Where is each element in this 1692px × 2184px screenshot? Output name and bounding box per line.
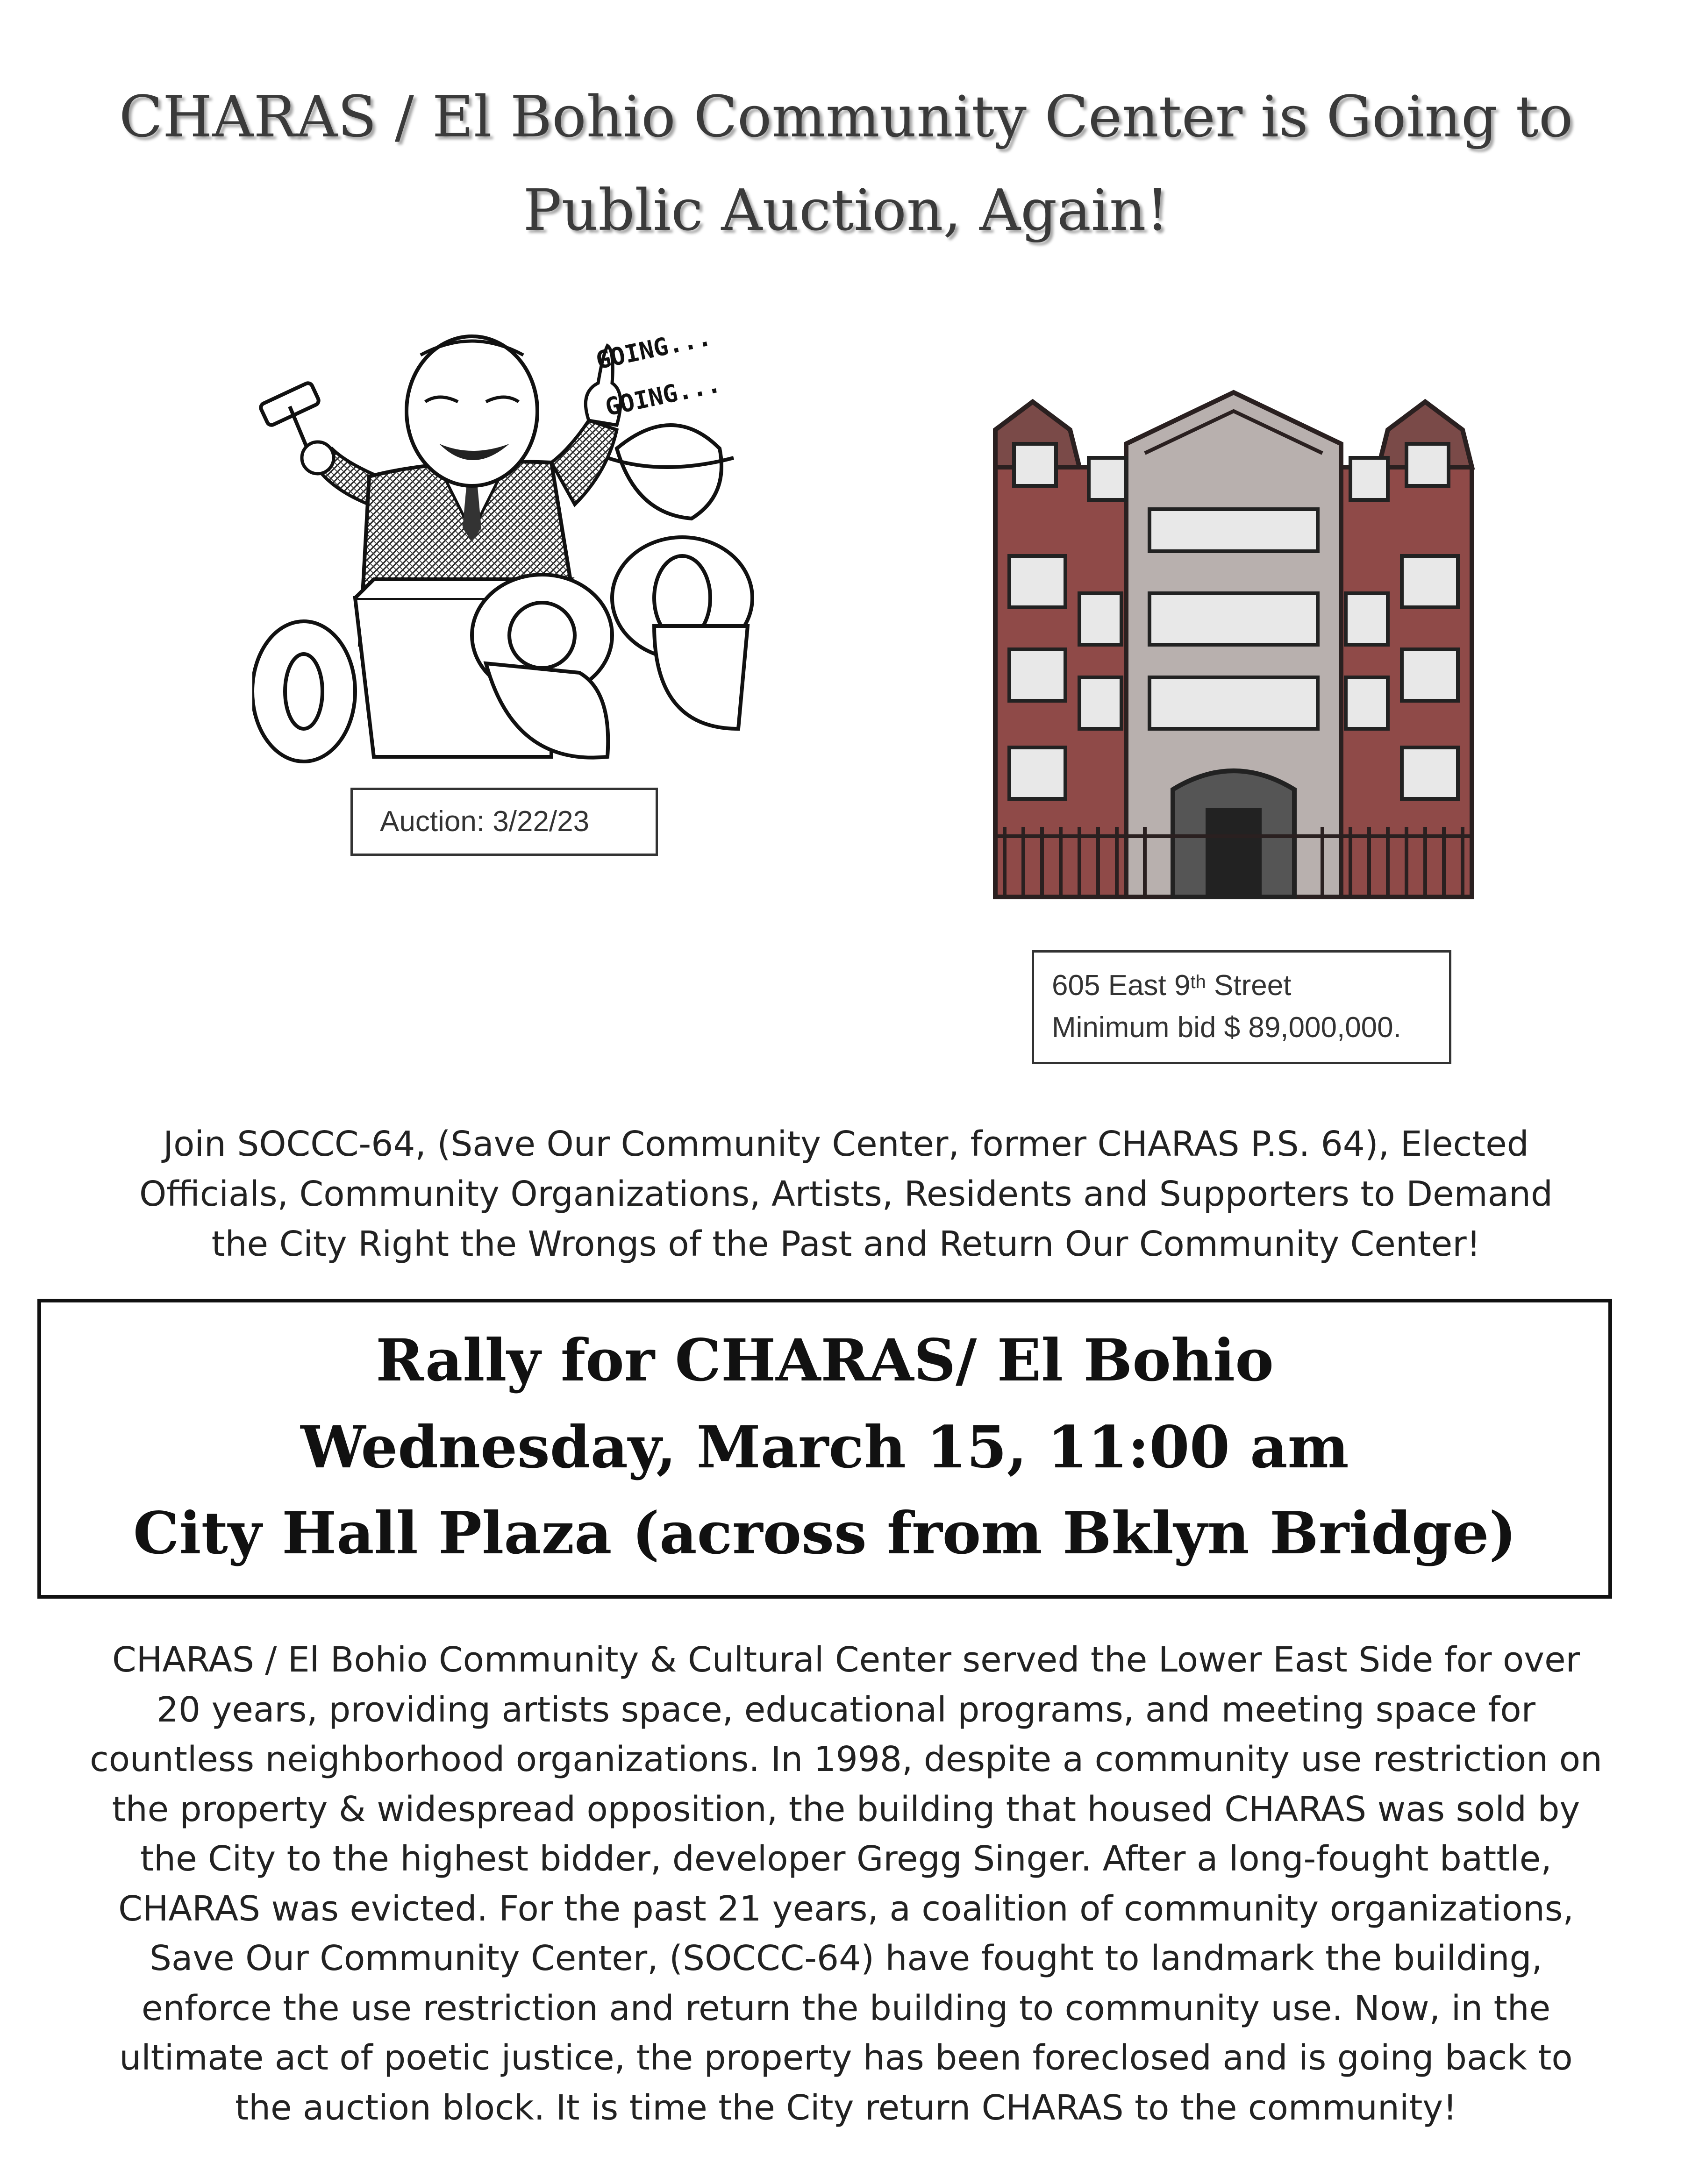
- history-line: the City to the highest bidder, developer Gregg Singer. After a long-fought battle,: [140, 1839, 1552, 1879]
- auction-date-label: [350, 788, 658, 856]
- rally-datetime: Wednesday, March 15, 11:00 am: [300, 1414, 1349, 1481]
- history-line: CHARAS / El Bohio Community & Cultural Center served the Lower East Side for over: [112, 1640, 1580, 1680]
- rally-location: City Hall Plaza (across from Bklyn Bridge): [133, 1500, 1517, 1567]
- page-title: [70, 70, 1622, 257]
- minimum-bid-line: Minimum bid $ 89,000,000.: [1052, 1011, 1401, 1044]
- going-caption-1: GOING...: [593, 323, 714, 375]
- history-line: CHARAS was evicted. For the past 21 years, a coalition of community organizations,: [118, 1888, 1574, 1929]
- auction-date-text: Auction: 3/22/23: [380, 805, 590, 838]
- history-line: the property & widespread opposition, the building that housed CHARAS was sold by: [112, 1789, 1580, 1829]
- building-illustration: [986, 388, 1481, 944]
- auctioneer-cartoon: [252, 308, 785, 766]
- history-line: 20 years, providing artists space, educational programs, and meeting space for: [156, 1689, 1536, 1730]
- going-caption-2: GOING...: [603, 370, 723, 422]
- join-line-1: Join SOCCC-64, (Save Our Community Center, former CHARAS P.S. 64), Elected: [163, 1124, 1529, 1164]
- history-paragraph: [70, 1635, 1622, 2133]
- rally-title: Rally for CHARAS/ El Bohio: [376, 1327, 1274, 1394]
- history-line: countless neighborhood organizations. In 1998, despite a community use restriction on: [90, 1739, 1602, 1779]
- address-bid-label: [1032, 950, 1451, 1064]
- rally-box: [37, 1299, 1612, 1599]
- address-line: 605 East 9th Street: [1052, 969, 1292, 1002]
- join-paragraph: [117, 1119, 1575, 1269]
- join-line-3: the City Right the Wrongs of the Past and Return Our Community Center!: [211, 1224, 1481, 1264]
- history-line: the auction block. It is time the City return CHARAS to the community!: [235, 2087, 1457, 2128]
- title-line-2: Public Auction, Again!: [523, 177, 1169, 243]
- title-line-1: CHARAS / El Bohio Community Center is Going to: [119, 84, 1573, 150]
- history-line: ultimate act of poetic justice, the property has been foreclosed and is going back to: [119, 2038, 1573, 2078]
- join-line-2: Officials, Community Organizations, Artists, Residents and Supporters to Demand: [139, 1174, 1553, 1214]
- history-line: enforce the use restriction and return the building to community use. Now, in the: [141, 1988, 1551, 2028]
- history-line: Save Our Community Center, (SOCCC-64) have fought to landmark the building,: [150, 1938, 1542, 1978]
